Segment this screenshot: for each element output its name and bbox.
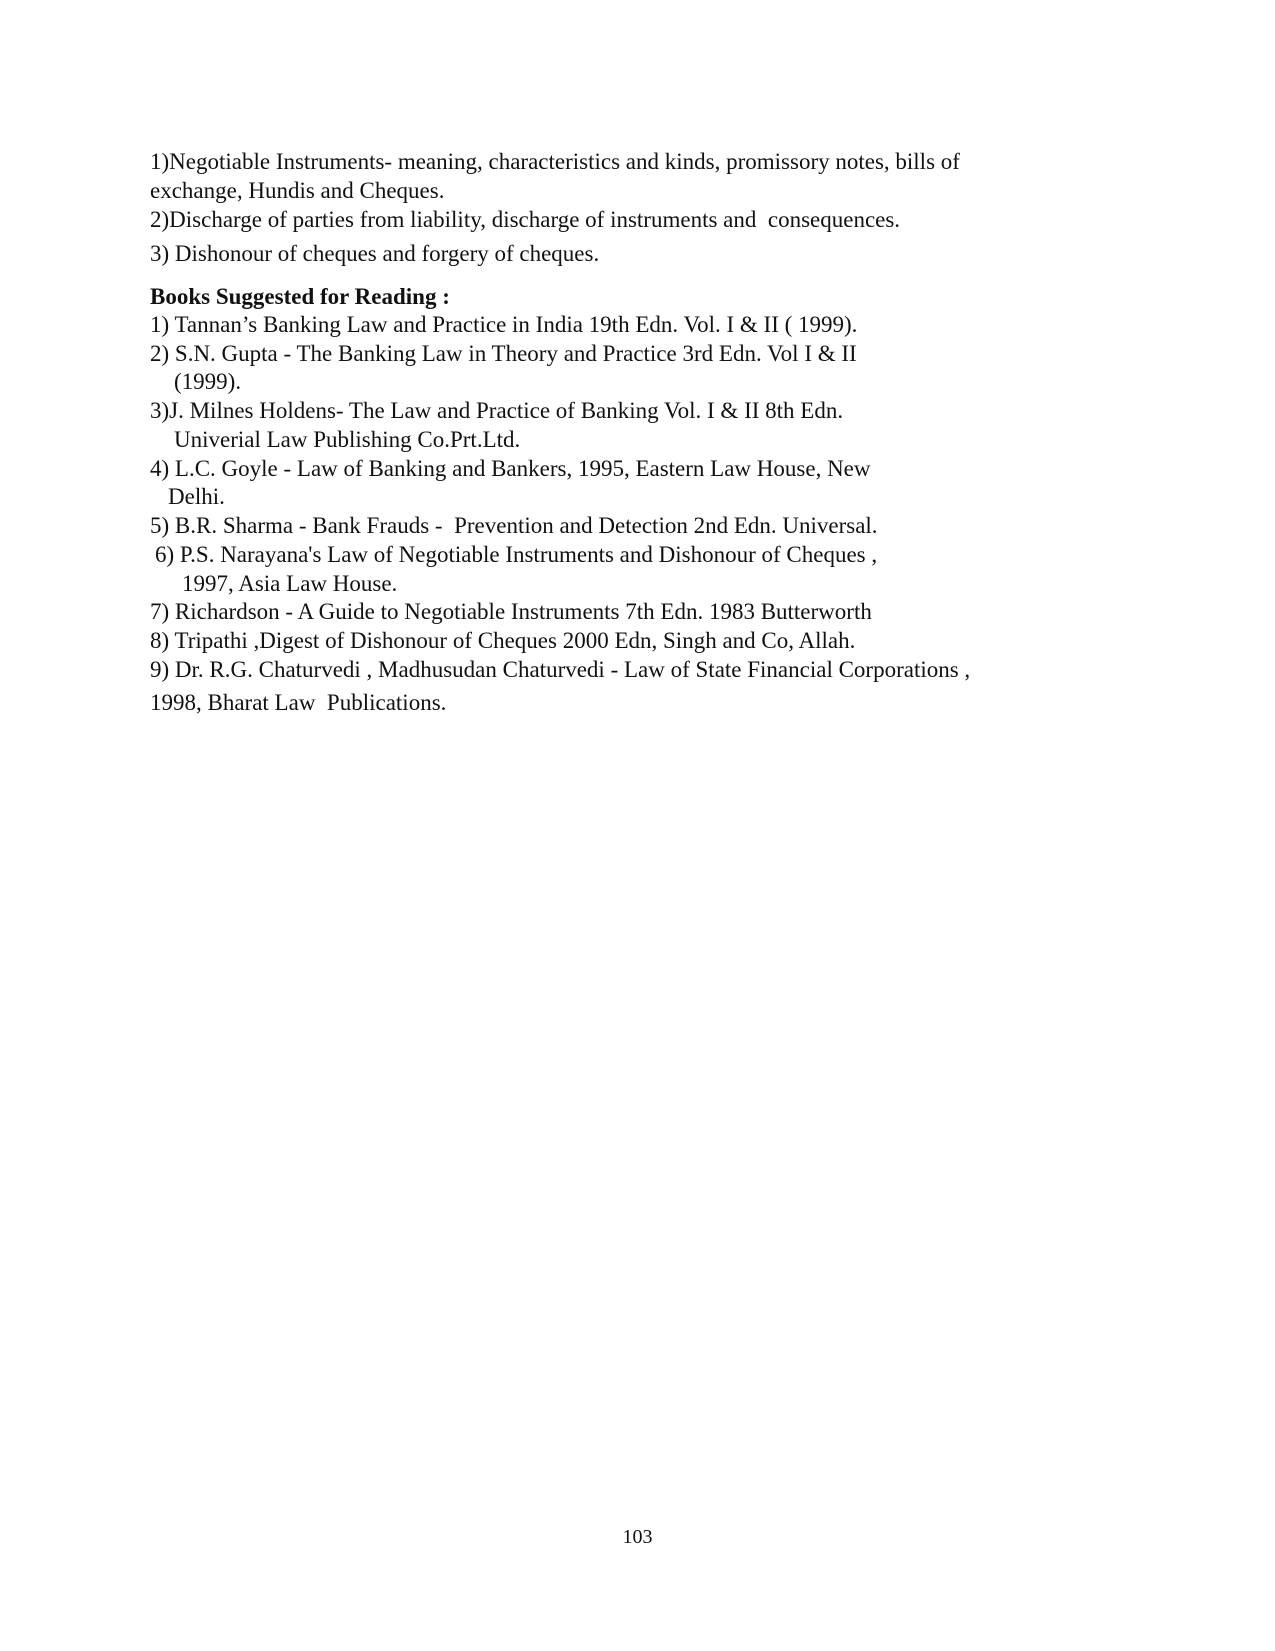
book-item-9-continuation: 1998, Bharat Law Publications. [150, 690, 447, 715]
topic-3: 3) Dishonour of cheques and forgery of cheques. [150, 241, 600, 266]
topic-1-line-2: exchange, Hundis and Cheques. [150, 178, 445, 203]
book-item-2-continuation: (1999). [174, 369, 242, 394]
book-item-4-continuation: Delhi. [168, 484, 225, 509]
book-item-6: 6) P.S. Narayana's Law of Negotiable Instruments and Dishonour of Cheques , [155, 542, 878, 567]
book-item-8: 8) Tripathi ,Digest of Dishonour of Cheques 2000 Edn, Singh and Co, Allah. [150, 628, 856, 653]
topic-2: 2)Discharge of parties from liability, discharge of instruments and consequences. [150, 207, 901, 232]
book-item-9: 9) Dr. R.G. Chaturvedi , Madhusudan Chaturvedi - Law of State Financial Corporations , [150, 657, 971, 682]
book-item-6-continuation: 1997, Asia Law House. [182, 571, 398, 596]
book-item-4: 4) L.C. Goyle - Law of Banking and Bankers, 1995, Eastern Law House, New [150, 456, 871, 481]
book-item-1: 1) Tannan’s Banking Law and Practice in India 19th Edn. Vol. I & II ( 1999). [150, 312, 858, 337]
book-item-7: 7) Richardson - A Guide to Negotiable Instruments 7th Edn. 1983 Butterworth [150, 599, 872, 624]
page-number: 103 [622, 1526, 653, 1548]
book-item-5: 5) B.R. Sharma - Bank Frauds - Prevention and Detection 2nd Edn. Universal. [150, 513, 878, 538]
topic-1-line-1: 1)Negotiable Instruments- meaning, characteristics and kinds, promissory notes, bills of [150, 149, 960, 174]
book-item-2: 2) S.N. Gupta - The Banking Law in Theory and Practice 3rd Edn. Vol I & II [150, 341, 857, 366]
book-item-3: 3)J. Milnes Holdens- The Law and Practice of Banking Vol. I & II 8th Edn. [150, 398, 844, 423]
books-heading: Books Suggested for Reading : [150, 284, 450, 309]
book-item-3-continuation: Univerial Law Publishing Co.Prt.Ltd. [174, 427, 521, 452]
